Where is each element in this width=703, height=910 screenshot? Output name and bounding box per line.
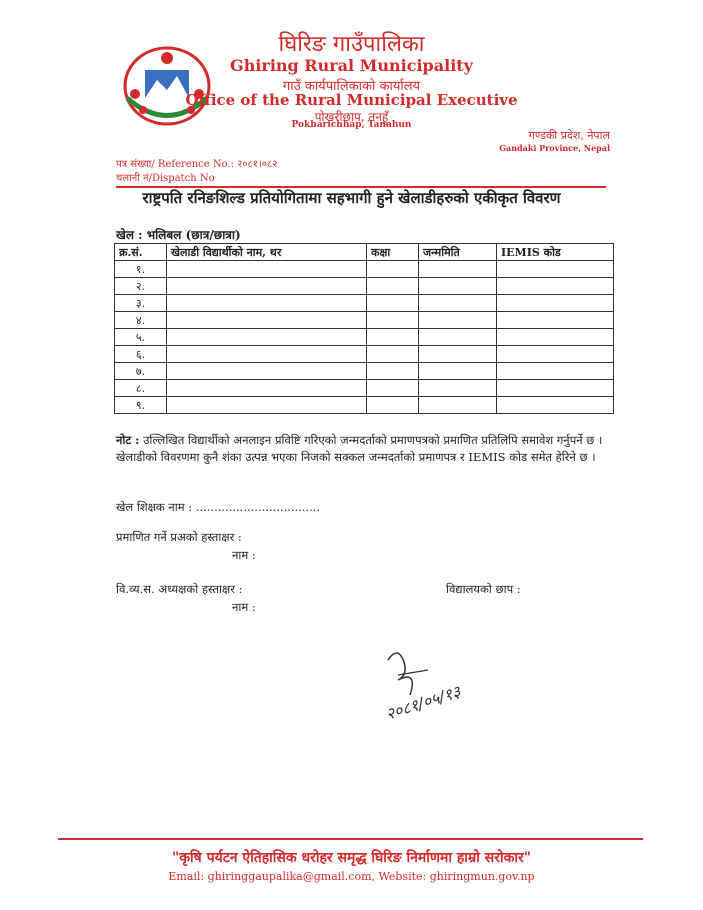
note-label: नोट : bbox=[116, 433, 140, 447]
table-row bbox=[115, 261, 614, 278]
note-text: उल्लिखित विद्यार्थीको अनलाइन प्रविष्टि गरिएको जन्मदर्ताको प्रमाणपत्रको प्रमाणित प्रतिलिपि समावेश गर्नुपर्ने छ । खेलाडीको विवरणमा कुनै शंका उत्पन्न भएका निजको सक्कल जन्मदर्ताको प्रमाणपत्र र IEMIS कोड समेत हेरिने छ । bbox=[116, 433, 603, 464]
signature-date: २०८१/०५/१३ bbox=[383, 681, 463, 724]
name-cell[interactable] bbox=[167, 363, 367, 380]
committee-chair-signature-field[interactable]: वि.व्य.स. अध्यक्षको हस्ताक्षर : bbox=[116, 582, 243, 596]
name-cell[interactable] bbox=[167, 295, 367, 312]
class-cell[interactable] bbox=[367, 363, 419, 380]
col-header-class: कक्षा bbox=[367, 244, 419, 261]
dispatch-number: चलानी नं/Dispatch No bbox=[116, 173, 215, 184]
name-cell[interactable] bbox=[167, 312, 367, 329]
name-cell[interactable] bbox=[167, 278, 367, 295]
office-name-nepali: गाउँ कार्यपालिकाको कार्यालय bbox=[282, 79, 421, 94]
table-row bbox=[115, 295, 614, 312]
col-header-name: खेलाडी विद्यार्थीको नाम, थर bbox=[167, 244, 367, 261]
name-cell[interactable] bbox=[167, 261, 367, 278]
certifier-name-field[interactable]: नाम : bbox=[232, 548, 256, 562]
iemis-cell[interactable] bbox=[497, 397, 614, 414]
table-row bbox=[115, 278, 614, 295]
serial-cell: ६. bbox=[115, 346, 167, 363]
location-english: Pokharichhap, Tanahun bbox=[291, 120, 412, 130]
serial-cell: ४. bbox=[115, 312, 167, 329]
serial-cell: ५. bbox=[115, 329, 167, 346]
serial-cell: ३. bbox=[115, 295, 167, 312]
document-title: राष्ट्रपति रनिङशिल्ड प्रतियोगितामा सहभागी हुने खेलाडीहरुको एकीकृत विवरण bbox=[142, 189, 561, 207]
note-paragraph bbox=[116, 432, 616, 466]
player-details-table bbox=[114, 243, 614, 414]
dob-cell[interactable] bbox=[419, 295, 497, 312]
iemis-cell[interactable] bbox=[497, 380, 614, 397]
school-stamp-field[interactable]: विद्यालयको छाप : bbox=[446, 582, 521, 596]
reference-number: पत्र संख्या/ Reference No.: २०८१।०८२ bbox=[116, 159, 278, 170]
footer-contact: Email: ghiringgaupalika@gmail.com, Website: ghiringmun.gov.np bbox=[168, 870, 535, 883]
table-row bbox=[115, 329, 614, 346]
class-cell[interactable] bbox=[367, 380, 419, 397]
dob-cell[interactable] bbox=[419, 380, 497, 397]
table-row bbox=[115, 346, 614, 363]
class-cell[interactable] bbox=[367, 329, 419, 346]
serial-cell: ८. bbox=[115, 380, 167, 397]
province-english: Gandaki Province, Nepal bbox=[499, 143, 610, 153]
col-header-dob: जन्ममिति bbox=[419, 244, 497, 261]
dob-cell[interactable] bbox=[419, 329, 497, 346]
iemis-cell[interactable] bbox=[497, 346, 614, 363]
class-cell[interactable] bbox=[367, 261, 419, 278]
dob-cell[interactable] bbox=[419, 312, 497, 329]
iemis-cell[interactable] bbox=[497, 363, 614, 380]
table-header-row bbox=[115, 244, 614, 261]
class-cell[interactable] bbox=[367, 346, 419, 363]
serial-cell: १. bbox=[115, 261, 167, 278]
table-row bbox=[115, 312, 614, 329]
footer-divider bbox=[58, 838, 643, 840]
coach-name-field[interactable]: खेल शिक्षक नाम : .................................. bbox=[116, 500, 321, 514]
municipality-name-english: Ghiring Rural Municipality bbox=[230, 56, 473, 75]
class-cell[interactable] bbox=[367, 397, 419, 414]
office-name-english: Office of the Rural Municipal Executive bbox=[185, 91, 518, 109]
footer-slogan: "कृषि पर्यटन ऐतिहासिक धरोहर समृद्ध घिरिङ निर्माणमा हाम्रो सरोकार" bbox=[171, 850, 531, 866]
table-row bbox=[115, 363, 614, 380]
class-cell[interactable] bbox=[367, 312, 419, 329]
table-row bbox=[115, 397, 614, 414]
location-nepali: पोखरीछाप, तनहुँ bbox=[314, 110, 389, 124]
serial-cell: ७. bbox=[115, 363, 167, 380]
table-row bbox=[115, 380, 614, 397]
municipality-name-nepali: घिरिङ गाउँपालिका bbox=[278, 32, 425, 57]
dob-cell[interactable] bbox=[419, 346, 497, 363]
serial-cell: ९. bbox=[115, 397, 167, 414]
class-cell[interactable] bbox=[367, 295, 419, 312]
handwritten-signature bbox=[368, 640, 478, 730]
name-cell[interactable] bbox=[167, 380, 367, 397]
province-nepali: गण्डकी प्रदेश, नेपाल bbox=[528, 129, 610, 142]
dob-cell[interactable] bbox=[419, 363, 497, 380]
iemis-cell[interactable] bbox=[497, 295, 614, 312]
name-cell[interactable] bbox=[167, 397, 367, 414]
serial-cell: २. bbox=[115, 278, 167, 295]
iemis-cell[interactable] bbox=[497, 329, 614, 346]
col-header-serial: क्र.सं. bbox=[115, 244, 167, 261]
name-cell[interactable] bbox=[167, 346, 367, 363]
name-cell[interactable] bbox=[167, 329, 367, 346]
sport-label: खेल : भलिबल (छात्र/छात्रा) bbox=[116, 228, 241, 242]
class-cell[interactable] bbox=[367, 278, 419, 295]
iemis-cell[interactable] bbox=[497, 312, 614, 329]
committee-chair-name-field[interactable]: नाम : bbox=[232, 600, 256, 614]
dob-cell[interactable] bbox=[419, 278, 497, 295]
dob-cell[interactable] bbox=[419, 261, 497, 278]
dob-cell[interactable] bbox=[419, 397, 497, 414]
col-header-iemis: IEMIS कोड bbox=[497, 244, 614, 261]
certifier-signature-field[interactable]: प्रमाणित गर्ने प्रअको हस्ताक्षर : bbox=[116, 530, 242, 544]
iemis-cell[interactable] bbox=[497, 261, 614, 278]
iemis-cell[interactable] bbox=[497, 278, 614, 295]
